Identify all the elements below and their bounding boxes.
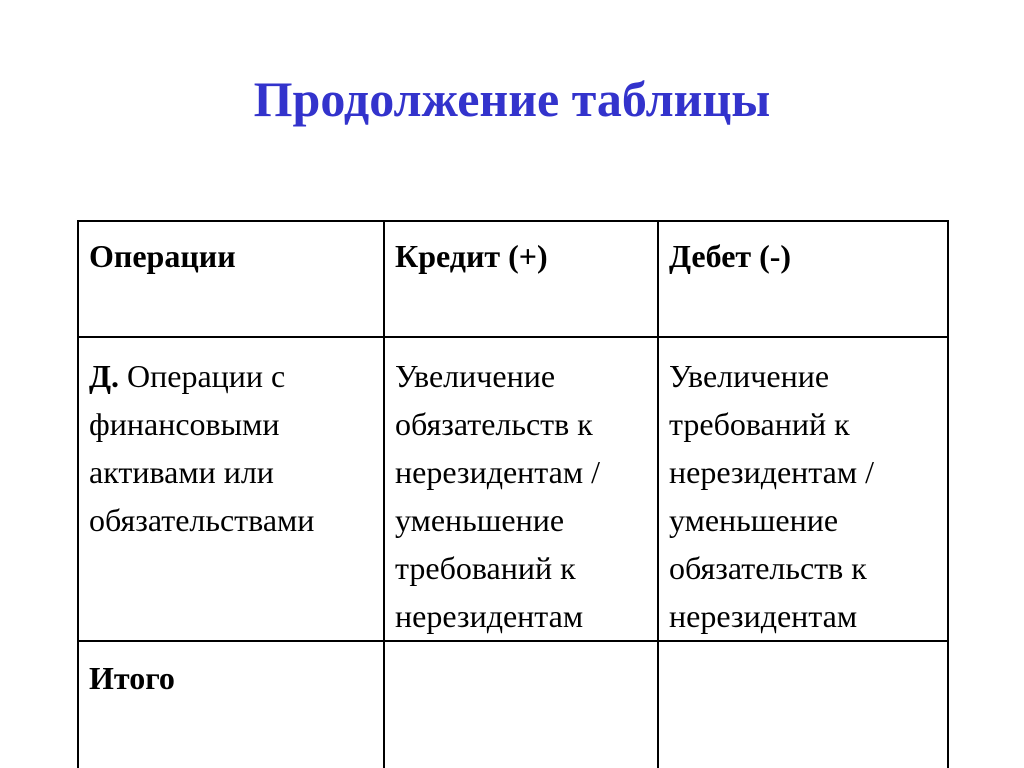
credit-text: Увеличение обязательств к нерезидентам / уменьшение требований к нерезидентам [395, 358, 601, 634]
cell-total-credit [384, 641, 658, 768]
cell-operation-d [78, 337, 384, 641]
header-operations-label: Операции [89, 238, 236, 274]
cell-credit-d [384, 337, 658, 641]
header-credit [384, 221, 658, 337]
table-header-row [78, 221, 948, 337]
cell-debit-d [658, 337, 948, 641]
debit-text: Увеличение требований к нерезидентам / уменьшение обязательств к нерезидентам [669, 358, 875, 634]
table-row [78, 337, 948, 641]
cell-total-debit [658, 641, 948, 768]
operation-text: Операции с финансовыми активами или обязательствами [89, 358, 315, 538]
total-label: Итого [89, 660, 175, 696]
header-operations [78, 221, 384, 337]
operations-table [77, 220, 949, 768]
table-total-row [78, 641, 948, 768]
header-credit-label: Кредит (+) [395, 238, 548, 274]
cell-total-label [78, 641, 384, 768]
header-debit-label: Дебет (-) [669, 238, 792, 274]
row-prefix: Д. [89, 358, 120, 394]
page-title: Продолжение таблицы [253, 71, 771, 127]
header-debit [658, 221, 948, 337]
